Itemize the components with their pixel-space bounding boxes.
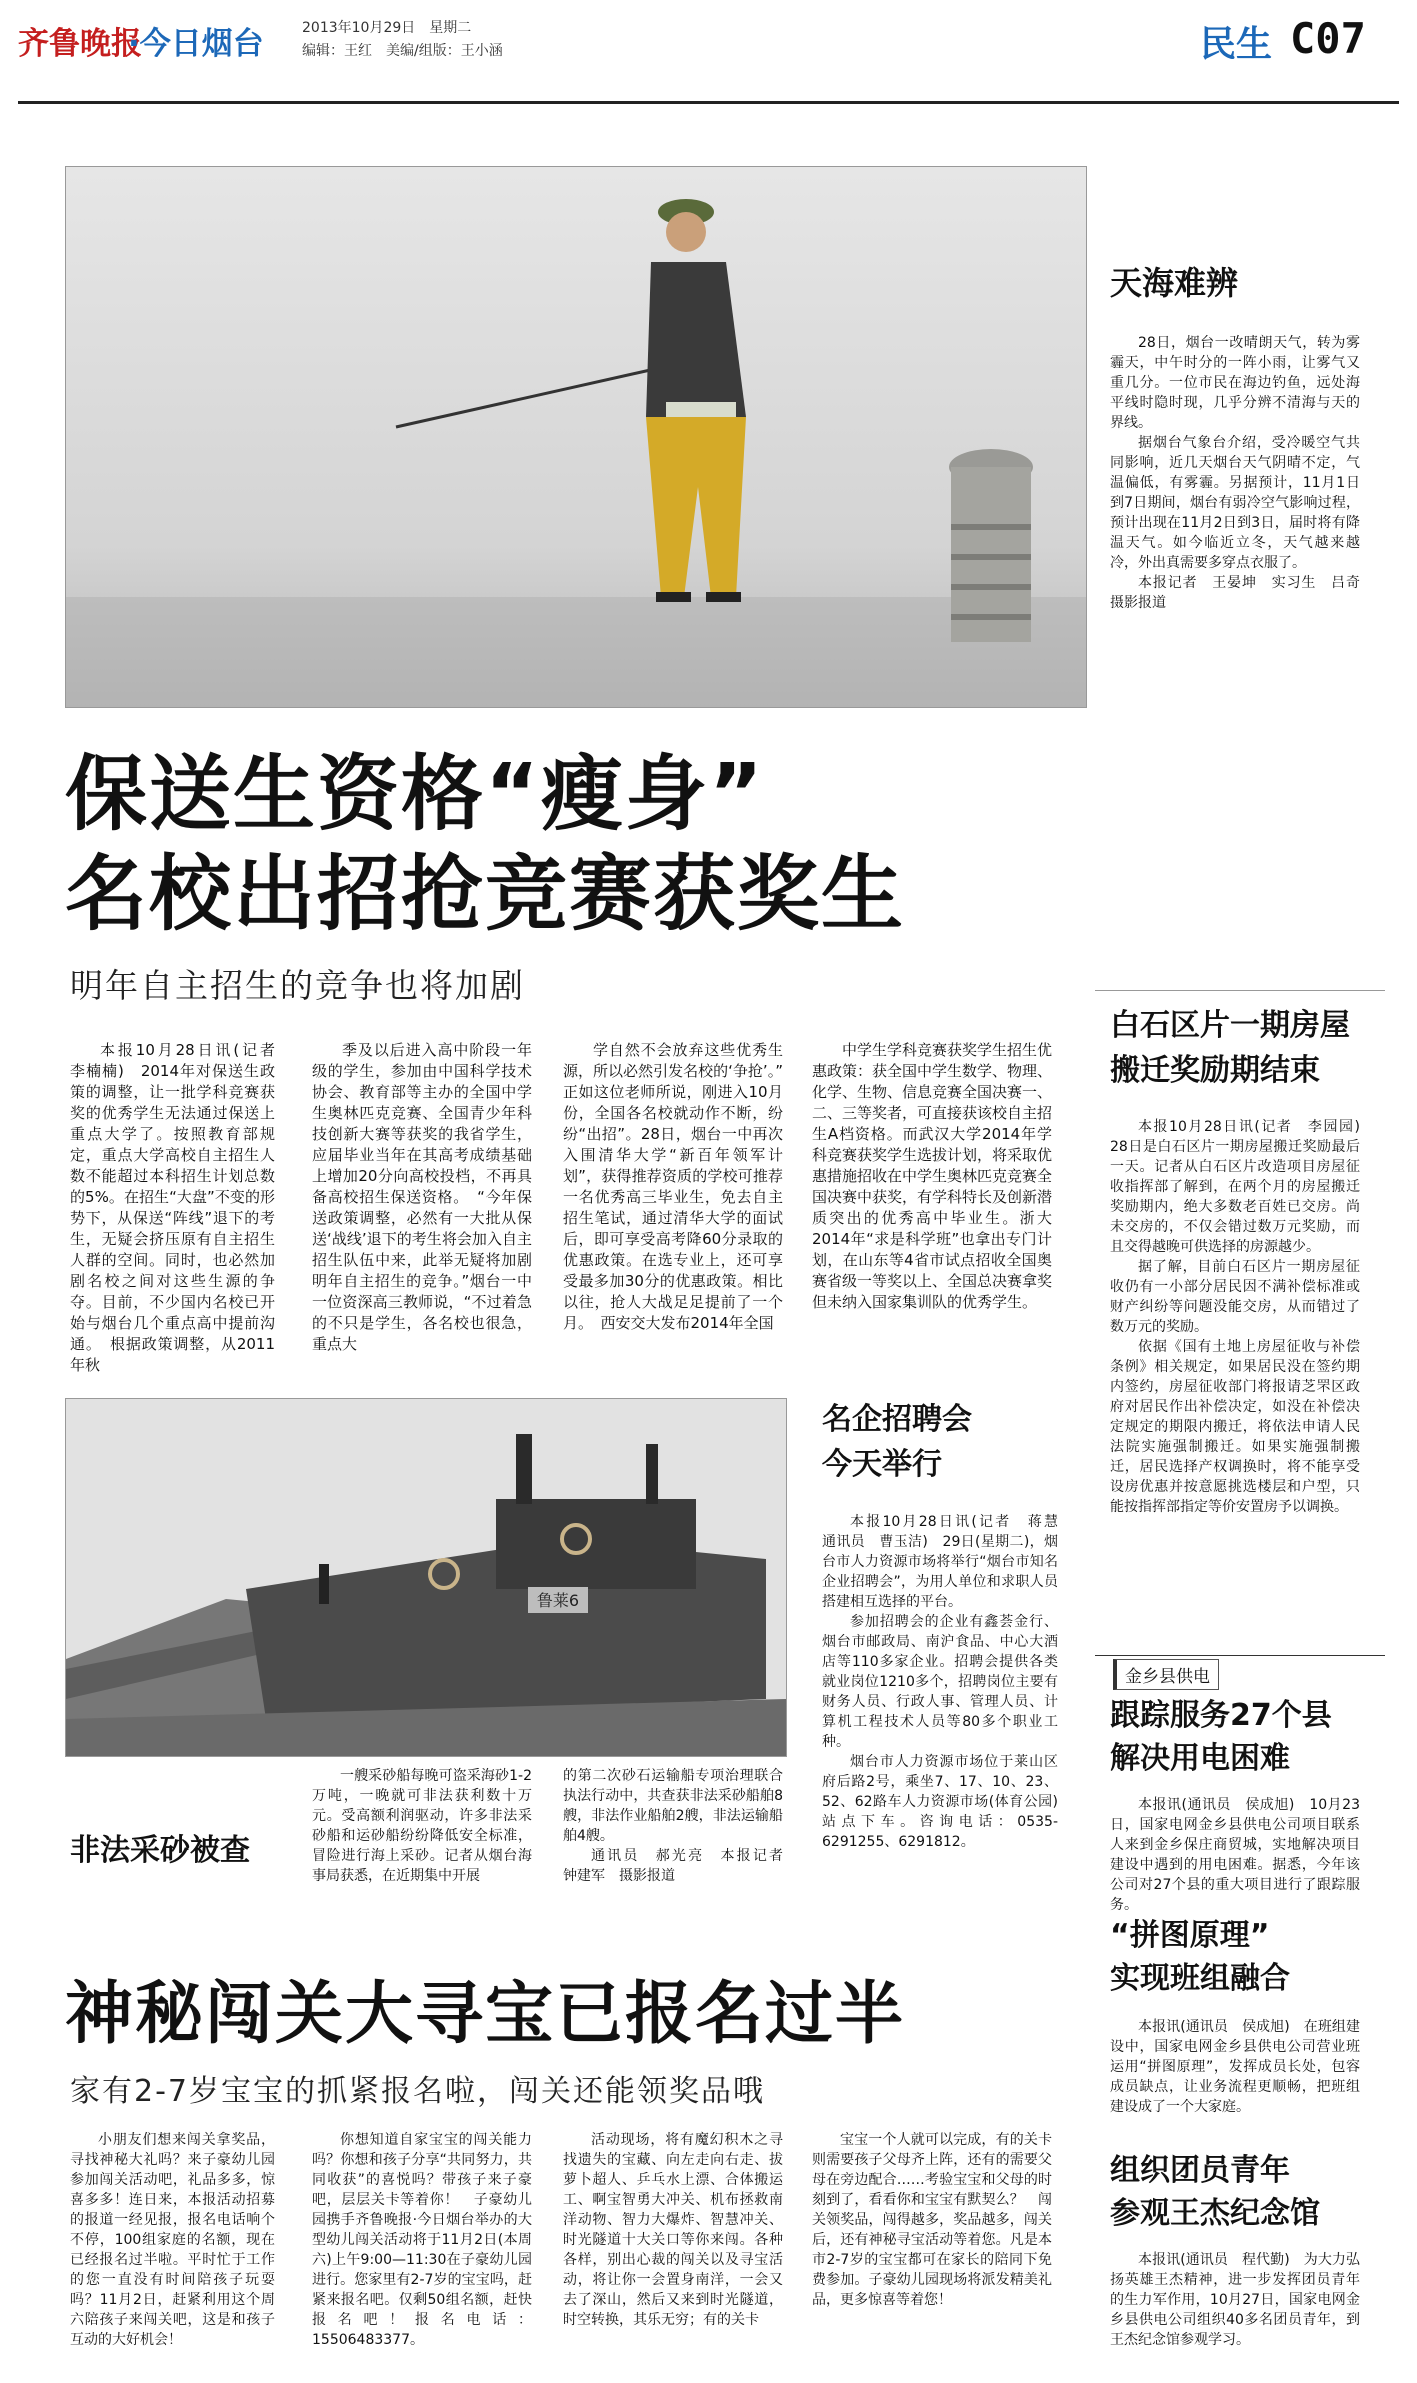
main-subheadline: 明年自主招生的竞争也将加剧 [70, 966, 525, 1005]
treasure-story-column [812, 2130, 1052, 2310]
power-item1-body [1110, 1795, 1360, 1915]
main-story-column [312, 1040, 532, 1355]
treasure-story-text: 活动现场，将有魔幻积木之寻找遗失的宝藏、向左走向右走、拔萝卜超人、乒乓水上漂、合体搬运工、啊宝智勇大冲关、机布拯救南洋动物、智力大爆炸、智慧冲关、时光隧道十大关口等你来闯。各种各样，别出心裁的闯关以及寻宝活动，将让你一会置身南洋，一会又去了深山，然后又来到时光隧道，时空转换，其乐无穷；有的关卡 [563, 2132, 783, 2328]
recruit-title-line1: 名企招聘会 [822, 1402, 972, 1437]
power-item2-text: 本报讯(通讯员 侯成旭) 在班组建设中，国家电网金乡县供电公司营业班运用“拼图原理”，发挥成员长处，包容成员缺点，让业务流程更顺畅，把班组建设成了一个大家庭。 [1110, 2019, 1360, 2115]
main-story-column [812, 1040, 1052, 1313]
sand-story-text: 一艘采砂船每晚可盗采海砂1-2万吨，一晚就可非法获利数十万元。受高额利润驱动，许多非法采砂船和运砂船纷纷降低安全标准，冒险进行海上采砂。记者从烟台海事局获悉，在近期集中开展 [312, 1768, 532, 1884]
recruit-paragraph: 参加招聘会的企业有鑫荟金行、烟台市邮政局、南沪食品、中心大酒店等110多家企业。招聘会提供各类就业岗位1210多个，招聘岗位主要有财务人员、行政人事、管理人员、计算机工程技术人员等80多个职业工种。 [822, 1614, 1058, 1750]
masthead-divider [18, 101, 1399, 104]
editor-credits: 编辑：王红 美编/组版：王小涵 [302, 43, 503, 59]
baishi-story-body [1110, 1117, 1374, 1517]
treasure-story-column [312, 2130, 532, 2350]
treasure-story-text: 你想知道自家宝宝的闯关能力吗？你想和孩子分享“共同努力，共同收获”的喜悦吗？带孩子来子豪吧，层层关卡等着你！ 子豪幼儿园携手齐鲁晚报·今日烟台举办的大型幼儿闯关活动将于11月2日(本周六)上午9:00—11:30在子豪幼儿园进行。您家里有2-7岁的宝宝吗，赶紧来报名吧。仅剩50组名额，赶快报名吧！报名电话：15506483377。 [312, 2132, 532, 2348]
recruit-paragraph: 烟台市人力资源市场位于莱山区府后路2号，乘坐7、17、10、23、52、62路车人力资源市场(体育公园)站点下车。咨询电话：0535-6291255、6291812。 [822, 1754, 1058, 1850]
sea-story-paragraph: 28日，烟台一改晴朗天气，转为雾霾天，中午时分的一阵小雨，让雾气又重几分。一位市民在海边钓鱼，远处海平线时隐时现，几乎分辨不清海与天的界线。 [1110, 335, 1360, 431]
sea-story-byline: 本报记者 王晏坤 实习生 吕奇 摄影报道 [1110, 575, 1374, 611]
power-item2-title-line2: 实现班组融合 [1110, 1961, 1290, 1996]
sea-story-title: 天海难辨 [1110, 264, 1239, 302]
power-item2-title-line1: “拼图原理” [1110, 1918, 1270, 1953]
sand-boat-photo [65, 1398, 787, 1757]
issue-date: 2013年10月29日 星期二 [302, 20, 472, 36]
treasure-story-column [563, 2130, 783, 2330]
main-story-text: 中学生学科竞赛获奖学生招生优惠政策：获全国中学生数学、物理、化学、生物、信息竞赛全国决赛一、二、三等奖者，可直接获该校自主招生A档资格。而武汉大学2014年学科竞赛获奖学生选拔计划，将采取优惠措施招收在中学生奥林匹克竞赛全国决赛中获奖，有学科特长及创新潜质突出的优秀高中毕业生。浙大2014年“求是科学班”也拿出专门计划，在山东等4省市试点招收全国奥赛省级一等奖以上、全国总决赛拿奖但未纳入国家集训队的优秀学生。 [812, 1041, 1053, 1311]
power-item1-text: 本报讯(通讯员 侯成旭) 10月23日，国家电网金乡县供电公司项目联系人来到金乡保庄商贸城，实地解决项目建设中遇到的用电困难。据悉，今年该公司对27个县的重大项目进行了跟踪服务。 [1110, 1797, 1360, 1913]
power-item3-title-line1: 组织团员青年 [1110, 2153, 1290, 2188]
sand-story-text: 的第二次砂石运输船专项治理联合执法行动中，共查获非法采砂船舶8艘，非法作业船舶2艘，非法运输船舶4艘。 [563, 1768, 783, 1844]
power-item1-title-line1: 跟踪服务27个县 [1110, 1698, 1332, 1733]
baishi-paragraph: 依据《国有土地上房屋征收与补偿条例》相关规定，如果居民没在签约期内签约，房屋征收部门将报请芝罘区政府对居民作出补偿决定，如没在补偿决定规定的期限内搬迁，将依法申请人民法院实施强制搬迁。如果实施强制搬迁，居民选择产权调换时，将不能享受设房优惠并按意愿挑选楼层和户型，只能按指挥部指定等价安置房予以调换。 [1110, 1339, 1360, 1515]
recruit-paragraph: 本报10月28日讯(记者 蒋慧 通讯员 曹玉洁) 29日(星期二)，烟台市人力资源市场将举行“烟台市知名企业招聘会”，为用人单位和求职人员搭建相互选择的平台。 [822, 1514, 1072, 1610]
main-story-text: 学自然不会放弃这些优秀生源，所以必然引发名校的‘争抢’。” 正如这位老师所说，刚进入10月份，全国各名校就动作不断，纷纷“出招”。28日，烟台一中再次入围清华大学“新百年领军计划”，获得推荐资质的学校可推荐一名优秀高三毕业生，免去自主招生笔试，通过清华大学的面试后，即可享受高考降60分录取的优惠政策。在选专业上，还可享受最多加30分的优惠政策。相比以往，抢人大战足足提前了一个月。 西安交大发布2014年全国 [563, 1041, 799, 1332]
power-item1-title-line2: 解决用电困难 [1110, 1741, 1290, 1776]
sand-story-byline: 通讯员 郝光亮 本报记者 钟建军 摄影报道 [563, 1848, 797, 1884]
main-headline-line2: 名校出招抢竞赛获奖生 [65, 847, 906, 942]
recruit-title-line2: 今天举行 [822, 1447, 942, 1482]
power-item3-title-line2: 参观王杰纪念馆 [1110, 2196, 1320, 2231]
treasure-story-text: 小朋友们想来闯关拿奖品，寻找神秘大礼吗？来子豪幼儿园参加闯关活动吧，礼品多多，惊喜多多！连日来，本报活动招募的报道一经见报，报名电话响个不停，100组家庭的名额，现在已经报名过半啦。平时忙于工作的您一直没有时间陪孩子玩耍吗？11月2日，赶紧利用这个周六陪孩子来闯关吧，这是和孩子互动的大好机会！ [70, 2132, 275, 2348]
treasure-story-text: 宝宝一个人就可以完成，有的关卡则需要孩子父母齐上阵，还有的需要父母在旁边配合……考验宝宝和父母的时刻到了，看看你和宝宝有默契么？ 闯关领奖品，闯得越多，奖品越多，闯关后，还有神秘寻宝活动等着您。凡是本市2-7岁的宝宝都可在家长的陪同下免费参加。子豪幼儿园现场将派发精美礼品，更多惊喜等着您！ [812, 2132, 1052, 2308]
power-item3-body [1110, 2250, 1360, 2350]
baishi-title-line2: 搬迁奖励期结束 [1110, 1053, 1320, 1088]
baishi-paragraph: 本报10月28日讯(记者 李园园) 28日是白石区片一期房屋搬迁奖励最后一天。记者从白石区片改造项目房屋征收指挥部了解到，在两个月的房屋搬迁奖励期内，绝大多数老百姓已交房。尚未交房的，不仅会错过数万元奖励，而且交得越晚可供选择的房源越少。 [1110, 1119, 1374, 1255]
boat-name-label: 鲁莱6 [536, 1591, 580, 1610]
page-section: 民生 [1200, 24, 1273, 65]
treasure-subheadline: 家有2-7岁宝宝的抓紧报名啦，闯关还能领奖品哦 [70, 2074, 765, 2109]
power-box-label: 金乡县供电 [1113, 1659, 1219, 1690]
power-item2-body [1110, 2017, 1360, 2117]
section-name: ·今日烟台 [128, 26, 264, 62]
treasure-story-column [70, 2130, 275, 2350]
main-story-text: 季及以后进入高中阶段一年级的学生，参加由中国科学技术协会、教育部等主办的全国中学生奥林匹克竞赛、全国青少年科技创新大赛等获奖的我省学生，应届毕业当年在其高考成绩基础上增加20分向高校投档，不再具备高校招生保送资格。 “今年保送政策调整，必然有一大批从保送‘战线’退下的考生将会加入自主招生队伍中来，此举无疑将加剧明年自主招生的竞争。”烟台一中一位资深高三教师说，“不过着急的不只是学生，各名校也很急，重点大 [312, 1041, 532, 1353]
fisherman-photo [65, 166, 1087, 708]
treasure-headline: 神秘闯关大寻宝已报名过半 [65, 1975, 906, 2054]
power-item3-text: 本报讯(通讯员 程代勤) 为大力弘扬英雄王杰精神，进一步发挥团员青年的生力军作用，10月27日，国家电网金乡县供电公司组织40多名团员青年，到王杰纪念馆参观学习。 [1110, 2252, 1360, 2348]
sand-story-column [312, 1766, 532, 1886]
main-story-text: 本报10月28日讯(记者 李楠楠) 2014年对保送生政策的调整，让一批学科竞赛获奖的优秀学生无法通过保送上重点大学了。按照教育部规定，重点大学高校自主招生人数不能超过本科招生计划总数的5%。在招生“大盘”不变的形势下，从保送“阵线”退下的考生，无疑会挤压原有自主招生人群的空间。同时，也必然加剧名校之间对这些生源的争夺。目前，不少国内名校已开始与烟台几个重点高中提前沟通。 根据政策调整，从2011年秋 [70, 1041, 291, 1374]
paper-logo: 齐鲁晚报 [18, 26, 142, 62]
sea-story-paragraph: 据烟台气象台介绍，受冷暖空气共同影响，近几天烟台天气阴晴不定，气温偏低，有雾霾。另据预计，11月1日到7日期间，烟台有弱冷空气影响过程，预计出现在11月2日到3日，届时将有降温天气。如今临近立冬，天气越来越冷，外出真需要多穿点衣服了。 [1110, 435, 1360, 571]
main-headline-line1: 保送生资格“瘦身” [65, 747, 765, 842]
page-number: C07 [1290, 14, 1366, 63]
sand-story-title: 非法采砂被查 [70, 1833, 250, 1868]
baishi-paragraph: 据了解，目前白石区片一期房屋征收仍有一小部分居民因不满补偿标准或财产纠纷等问题没能交房，从而错过了数万元的奖励。 [1110, 1259, 1360, 1335]
baishi-title-line1: 白石区片一期房屋 [1110, 1008, 1350, 1043]
main-story-column [563, 1040, 799, 1334]
sea-story-body [1110, 333, 1374, 613]
power-box-divider [1095, 1655, 1385, 1656]
right-column-divider [1095, 990, 1385, 991]
sand-story-column [563, 1766, 797, 1886]
recruit-story-body [822, 1512, 1072, 1852]
main-story-column [70, 1040, 291, 1376]
